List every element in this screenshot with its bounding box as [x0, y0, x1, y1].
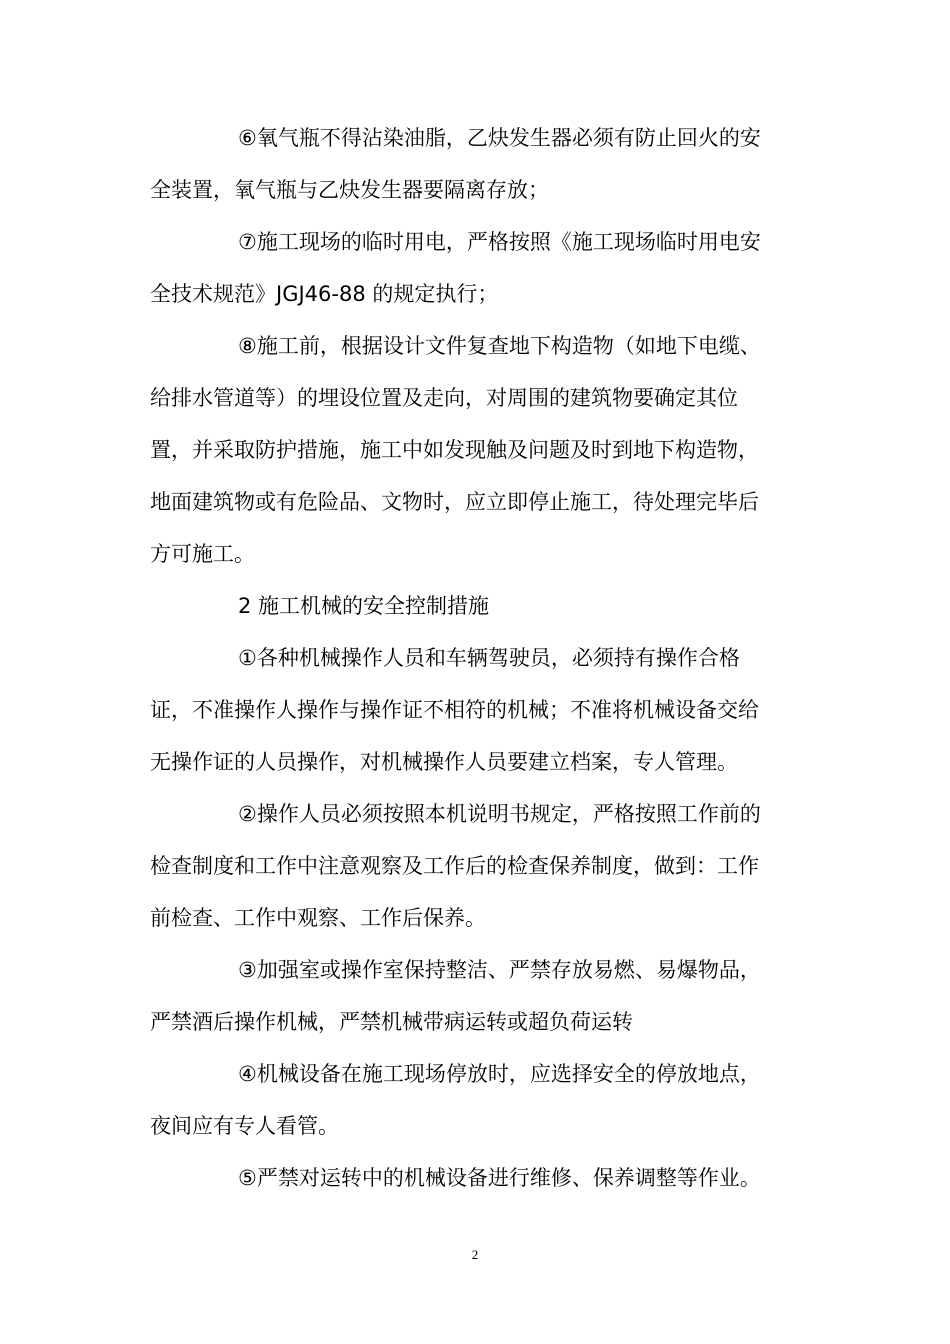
text-line: ⑧施工前，根据设计文件复查地下构造物（如地下电缆、 — [238, 334, 761, 358]
text-line: 证，不准操作人操作与操作证不相符的机械；不准将机械设备交给 — [150, 698, 759, 722]
paragraph-inspection-system — [150, 788, 798, 944]
text-line: 给排水管道等）的埋设位置及走向，对周围的建筑物要确定其位 — [150, 386, 738, 410]
text-line: ⑥氧气瓶不得沾染油脂，乙炔发生器必须有防止回火的安 — [238, 126, 761, 150]
text-line: 严禁酒后操作机械，严禁机械带病运转或超负荷运转 — [150, 1010, 633, 1034]
text-line: 夜间应有专人看管。 — [150, 1114, 339, 1138]
text-line: ③加强室或操作室保持整洁、严禁存放易燃、易爆物品， — [238, 958, 761, 982]
paragraph-temporary-power — [150, 216, 798, 320]
text-line: ②操作人员必须按照本机说明书规定，严格按照工作前的 — [238, 802, 761, 826]
text-line: 前检查、工作中观察、工作后保养。 — [150, 906, 486, 930]
text-line: ⑤严禁对运转中的机械设备进行维修、保养调整等作业。 — [238, 1166, 761, 1190]
paragraph-equipment-parking — [150, 1048, 798, 1152]
section-heading: 2 施工机械的安全控制措施 — [238, 594, 490, 618]
paragraph-no-maintenance-while-running — [150, 1152, 798, 1204]
text-line: 无操作证的人员操作，对机械操作人员要建立档案，专人管理。 — [150, 750, 738, 774]
text-line: ①各种机械操作人员和车辆驾驶员，必须持有操作合格 — [238, 646, 740, 670]
text-line: 全装置，氧气瓶与乙炔发生器要隔离存放； — [150, 178, 549, 202]
document-body — [150, 112, 798, 1204]
text-line: ⑦施工现场的临时用电，严格按照《施工现场临时用电安 — [238, 230, 761, 254]
paragraph-oxygen-cylinder — [150, 112, 798, 216]
section-heading-machinery-safety — [150, 580, 798, 632]
text-line: 置，并采取防护措施，施工中如发现触及问题及时到地下构造物， — [150, 438, 759, 462]
text-line: ④机械设备在施工现场停放时，应选择安全的停放地点， — [238, 1062, 761, 1086]
paragraph-underground-structures — [150, 320, 798, 580]
text-line: 全技术规范》JGJ46-88 的规定执行； — [150, 282, 499, 306]
text-line: 检查制度和工作中注意观察及工作后的检查保养制度，做到：工作 — [150, 854, 759, 878]
paragraph-operator-certification — [150, 632, 798, 788]
paragraph-cabin-cleanliness — [150, 944, 798, 1048]
page-number: 2 — [471, 1247, 479, 1262]
text-line: 地面建筑物或有危险品、文物时，应立即停止施工，待处理完毕后 — [150, 490, 759, 514]
text-line: 方可施工。 — [150, 542, 255, 566]
